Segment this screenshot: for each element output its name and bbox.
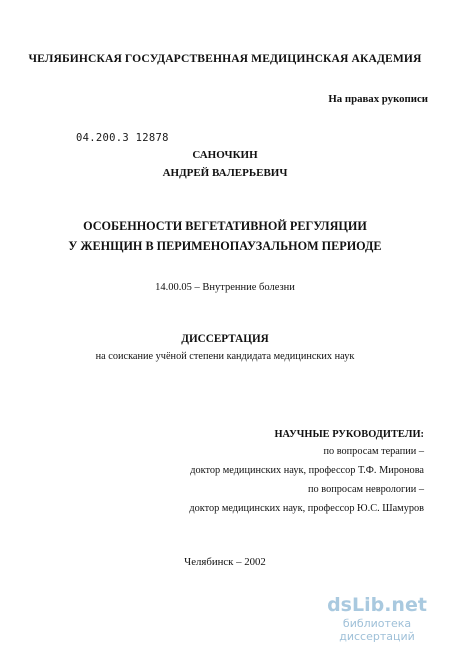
supervisor-line: доктор медицинских наук, профессор Ю.С. Шамуров (189, 503, 424, 514)
specialty-code: 14.00.05 – Внутренние болезни (155, 282, 295, 293)
watermark (312, 594, 442, 643)
supervisor-line: по вопросам неврологии – (308, 484, 424, 495)
author-given-names: АНДРЕЙ ВАЛЕРЬЕВИЧ (162, 167, 288, 179)
registration-number-stamp: 04.200.3 12878 (76, 132, 169, 144)
author-surname: САНОЧКИН (192, 149, 258, 161)
academy-name: ЧЕЛЯБИНСКАЯ ГОСУДАРСТВЕННАЯ МЕДИЦИНСКАЯ АКАДЕМИЯ (28, 52, 422, 65)
document-type: ДИССЕРТАЦИЯ (181, 333, 269, 345)
watermark-logo: dsLib.net (327, 594, 427, 616)
supervisor-line: доктор медицинских наук, профессор Т.Ф. Миронова (190, 465, 424, 476)
watermark-subtitle: библиотека диссертаций (339, 617, 415, 643)
supervisors-heading: НАУЧНЫЕ РУКОВОДИТЕЛИ: (274, 429, 424, 440)
degree-line: на соискание учёной степени кандидата медицинских наук (95, 351, 355, 362)
dissertation-title-line-1: ОСОБЕННОСТИ ВЕГЕТАТИВНОЙ РЕГУЛЯЦИИ (83, 219, 367, 233)
supervisor-line: по вопросам терапии – (323, 446, 424, 457)
manuscript-rights-note: На правах рукописи (328, 93, 428, 105)
city-year: Челябинск – 2002 (184, 556, 266, 568)
dissertation-title-line-2: У ЖЕНЩИН В ПЕРИМЕНОПАУЗАЛЬНОМ ПЕРИОДЕ (68, 239, 382, 253)
